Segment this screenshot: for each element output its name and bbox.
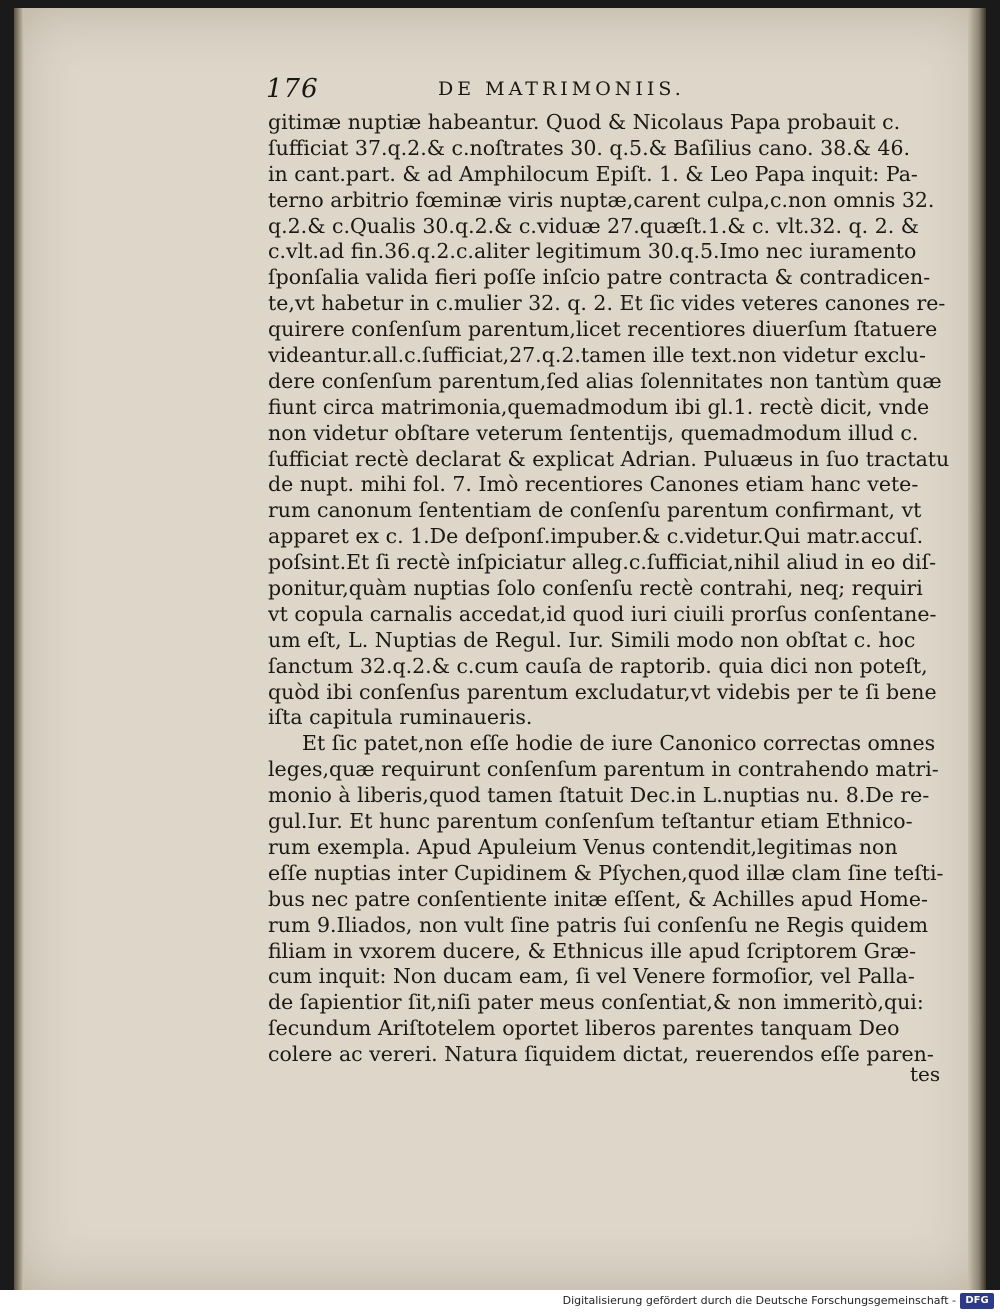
- text-line: quirere conſenſum parentum,licet recentiores diuerſum ſtatuere: [268, 317, 938, 342]
- text-line: ſufficiat rectè declarat & explicat Adrian. Puluæus in ſuo tractatu: [268, 446, 950, 471]
- text-line: rum canonum ſententiam de conſenſu parentum confirmant, vt: [268, 498, 922, 523]
- text-line: bus nec patre conſentiente initæ eſſent, & Achilles apud Home-: [268, 886, 928, 911]
- text-line: videantur.all.c.ſufficiat,27.q.2.tamen ille text.non videtur exclu-: [268, 343, 926, 368]
- book-page: [14, 8, 986, 1290]
- text-line: eſſe nuptias inter Cupidinem & Pſychen,quod illæ clam ſine teſti-: [268, 860, 944, 885]
- text-line: te,vt habetur in c.mulier 32. q. 2. Et ſic vides veteres canones re-: [268, 291, 946, 316]
- dfg-logo: DFG: [960, 1293, 994, 1309]
- paragraph-start-line: Et ſic patet,non eſſe hodie de iure Canonico correctas omnes: [302, 731, 936, 756]
- text-line: de nupt. mihi fol. 7. Imò recentiores Canones etiam hanc vete-: [268, 472, 919, 497]
- text-line: leges,quæ requirunt conſenſum parentum in contrahendo matri-: [268, 757, 939, 782]
- text-line: ſponſalia valida fieri poſſe inſcio patre contracta & contradicen-: [268, 265, 931, 290]
- text-line: um eſt, L. Nuptias de Regul. Iur. Simili modo non obſtat c. hoc: [268, 627, 916, 652]
- text-line: ſecundum Ariſtotelem oportet liberos parentes tanquam Deo: [268, 1016, 900, 1041]
- running-title: DE MATRIMONIIS.: [438, 78, 685, 100]
- text-line: rum exempla. Apud Apuleium Venus contendit,legitimas non: [268, 834, 898, 859]
- page-gutter-shadow: [14, 8, 24, 1290]
- text-line: cum inquit: Non ducam eam, ſi vel Venere formoſior, vel Palla-: [268, 964, 915, 989]
- text-line: q.2.& c.Qualis 30.q.2.& c.viduæ 27.quæſt.1.& c. vlt.32. q. 2. &: [268, 213, 920, 238]
- text-line: dere conſenſum parentum,ſed alias ſolennitates non tantùm quæ: [268, 368, 942, 393]
- text-line: in cant.part. & ad Amphilocum Epiſt. 1. & Leo Papa inquit: Pa-: [268, 161, 918, 186]
- funding-notice: Digitalisierung gefördert durch die Deutsche Forschungsgemeinschaft -: [562, 1294, 956, 1307]
- text-line: ſufficiat 37.q.2.& c.noſtrates 30. q.5.& Baſilius cano. 38.& 46.: [268, 135, 911, 160]
- page-number: 176: [266, 74, 319, 104]
- text-line: terno arbitrio fœminæ viris nuptæ,carent culpa,c.non omnis 32.: [268, 187, 935, 212]
- text-line: colere ac vereri. Natura ſiquidem dictat, reuerendos eſſe paren-: [268, 1042, 934, 1067]
- text-line: monio à liberis,quod tamen ſtatuit Dec.in L.nuptias nu. 8.De re-: [268, 783, 930, 808]
- text-line: gul.Iur. Et hunc parentum conſenſum teſtantur etiam Ethnico-: [268, 809, 913, 834]
- text-line: poſsint.Et ſi rectè inſpiciatur alleg.c.ſufficiat,nihil aliud in eo diſ-: [268, 550, 937, 575]
- text-line: de ſapientior ſit,niſi pater meus conſentiat,& non immeritò,qui:: [268, 990, 924, 1015]
- footer-bar: [0, 1290, 1000, 1314]
- text-line: gitimæ nuptiæ habeantur. Quod & Nicolaus Papa probauit c.: [268, 110, 901, 134]
- text-line: non videtur obſtare veterum ſententijs, quemadmodum illud c.: [268, 420, 919, 445]
- text-line: vt copula carnalis accedat,id quod iuri ciuili prorſus conſentane-: [268, 601, 937, 626]
- text-line: iſta capitula ruminaueris.: [268, 705, 533, 730]
- catchword: tes: [910, 1062, 941, 1086]
- text-line: quòd ibi conſenſus parentum excludatur,vt videbis per te ſi bene: [268, 679, 937, 704]
- text-line: fiunt circa matrimonia,quemadmodum ibi gl.1. rectè dicit, vnde: [268, 394, 930, 419]
- text-line: ſanctum 32.q.2.& c.cum cauſa de raptorib. quia dici non poteſt,: [268, 653, 928, 678]
- running-head: [266, 74, 966, 114]
- body-text: [268, 110, 950, 1068]
- text-line: c.vlt.ad fin.36.q.2.c.aliter legitimum 30.q.5.Imo nec iuramento: [268, 239, 917, 264]
- text-line: ponitur,quàm nuptias ſolo conſenſu rectè contrahi, neq; requiri: [268, 576, 923, 601]
- text-line: apparet ex c. 1.De deſponſ.impuber.& c.videtur.Qui matr.accuſ.: [268, 524, 924, 549]
- page-fore-edge: [968, 8, 986, 1290]
- text-line: filiam in vxorem ducere, & Ethnicus ille apud ſcriptorem Græ-: [268, 938, 917, 963]
- text-line: rum 9.Iliados, non vult ſine patris ſui conſenſu ne Regis quidem: [268, 912, 929, 937]
